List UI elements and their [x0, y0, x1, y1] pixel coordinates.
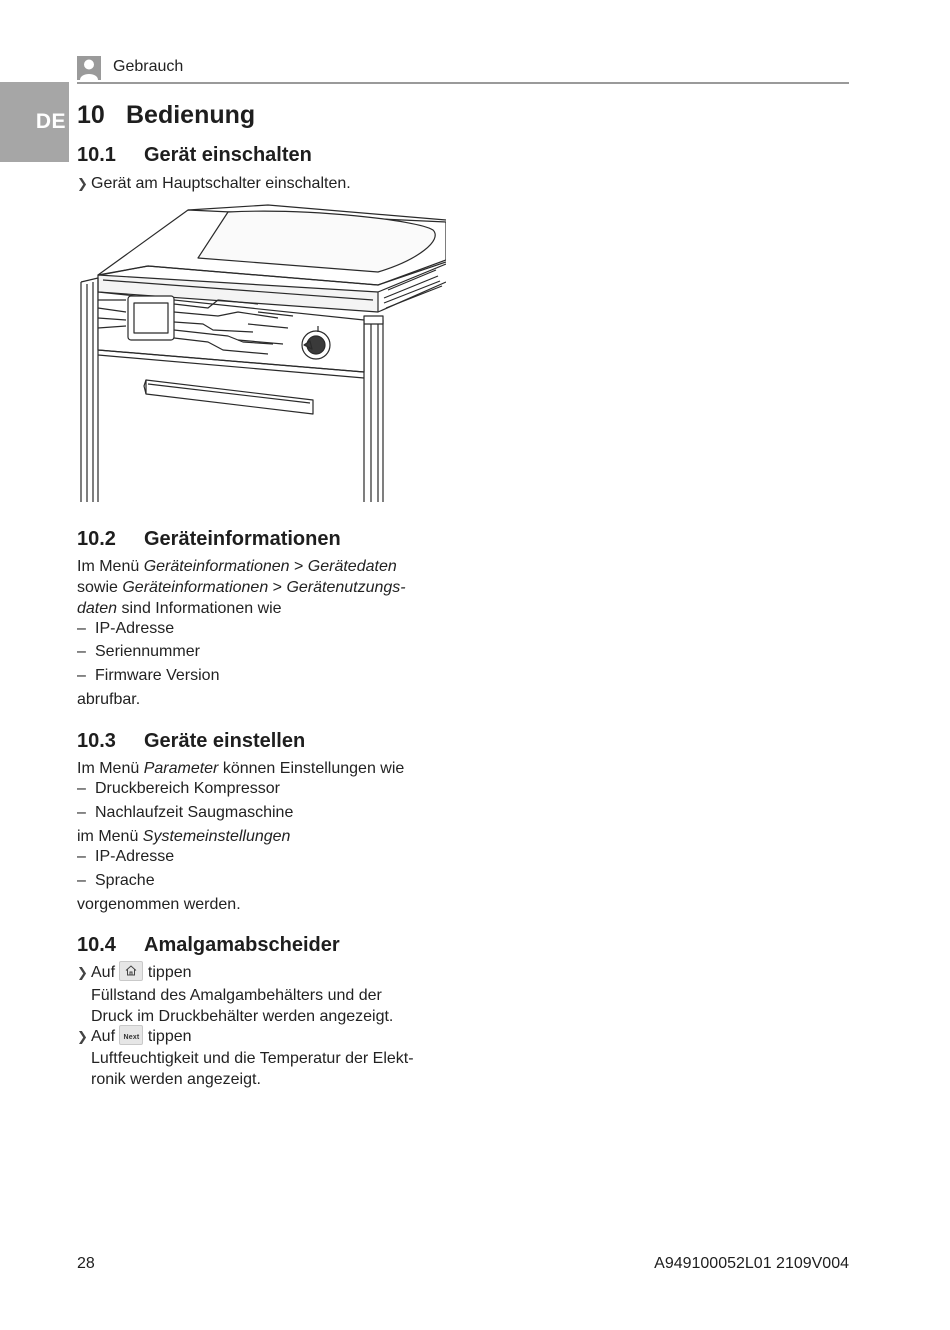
chapter-heading [77, 101, 255, 130]
step-item [77, 962, 192, 983]
list-item: – Sprache [77, 872, 155, 889]
section-10-2-outro: abrufbar. [77, 691, 141, 708]
step-arrow-icon: ❯ [77, 176, 88, 191]
step-arrow-icon: ❯ [77, 965, 88, 980]
section-10-4-heading [77, 934, 340, 957]
step-result [91, 1048, 414, 1090]
next-button-label: Next [123, 1033, 140, 1041]
text: > [289, 558, 308, 575]
step-text: tippen [147, 1028, 192, 1045]
text: Im Menü [77, 760, 144, 777]
text: Im Menü [77, 558, 144, 575]
list-item-text: Sprache [95, 872, 155, 889]
list-item: – IP-Adresse [77, 620, 175, 637]
language-label: DE [35, 110, 66, 133]
step-result [91, 985, 393, 1027]
section-number: 10.4 [77, 934, 116, 956]
section-number: 10.1 [77, 144, 116, 166]
device-illustration [78, 200, 446, 502]
list-item-text: IP-Adresse [95, 848, 175, 865]
list-item-text: IP-Adresse [95, 620, 175, 637]
text: im Menü [77, 828, 143, 845]
step-arrow-icon: ❯ [77, 1029, 88, 1044]
menu-reference: daten [77, 600, 118, 617]
text: > [268, 579, 287, 596]
list-item: – Nachlaufzeit Saugmaschine [77, 804, 294, 821]
document-code: A949100052L01 2109V004 [654, 1255, 849, 1272]
section-10-2-intro [77, 556, 457, 619]
text: sowie [77, 579, 123, 596]
list-item-text: Seriennummer [95, 643, 200, 660]
text: sind Informationen wie [117, 600, 282, 617]
section-title: Geräteinformationen [144, 528, 341, 550]
text: können Einstellungen wie [218, 760, 405, 777]
header-section-title: Gebrauch [113, 58, 184, 75]
list-item-text: Druckbereich Kompressor [95, 780, 280, 797]
menu-reference: Gerätedaten [307, 558, 397, 575]
section-title: Gerät einschalten [144, 144, 312, 166]
list-item: – Druckbereich Kompressor [77, 780, 280, 797]
menu-reference: Parameter [143, 760, 219, 777]
result-text: Druck im Druckbehälter werden angezeigt. [91, 1008, 394, 1025]
menu-reference: Geräteinformationen [143, 558, 290, 575]
home-button-icon[interactable] [119, 961, 143, 981]
section-10-2-heading [77, 528, 341, 551]
list-item: – Seriennummer [77, 643, 200, 660]
section-10-1-heading [77, 144, 312, 167]
step-text: Auf [91, 964, 116, 981]
list-item: – IP-Adresse [77, 848, 175, 865]
menu-reference: Geräteinformationen [122, 579, 269, 596]
section-number: 10.2 [77, 528, 116, 550]
section-10-3-heading [77, 730, 305, 753]
page-number: 28 [77, 1255, 95, 1272]
next-button-icon[interactable] [119, 1025, 143, 1045]
list-item-text: Nachlaufzeit Saugmaschine [95, 804, 294, 821]
menu-reference: Systemeinstellungen [142, 828, 291, 845]
section-10-3-intro [77, 758, 404, 779]
step-text: tippen [147, 964, 192, 981]
header-divider [77, 82, 849, 84]
step-item [77, 173, 351, 194]
section-10-3-mid [77, 826, 290, 847]
section-number: 10.3 [77, 730, 116, 752]
user-manual-icon [77, 56, 101, 80]
section-10-3-outro: vorgenommen werden. [77, 896, 241, 913]
list-item-text: Firmware Version [95, 667, 220, 684]
result-text: Luftfeuchtigkeit und die Temperatur der Elekt- [91, 1050, 414, 1067]
step-text: Auf [91, 1028, 116, 1045]
section-title: Amalgamabscheider [144, 934, 340, 956]
step-text: Gerät am Hauptschalter einschalten. [91, 175, 351, 192]
result-text: ronik werden angezeigt. [91, 1071, 261, 1088]
section-title: Geräte einstellen [144, 730, 306, 752]
result-text: Füllstand des Amalgambehälters und der [91, 987, 382, 1004]
step-item [77, 1026, 192, 1047]
chapter-title: Bedienung [126, 101, 256, 129]
chapter-number: 10 [77, 101, 105, 129]
home-icon [125, 965, 137, 976]
list-item: – Firmware Version [77, 667, 220, 684]
menu-reference: Gerätenutzungs- [286, 579, 406, 596]
